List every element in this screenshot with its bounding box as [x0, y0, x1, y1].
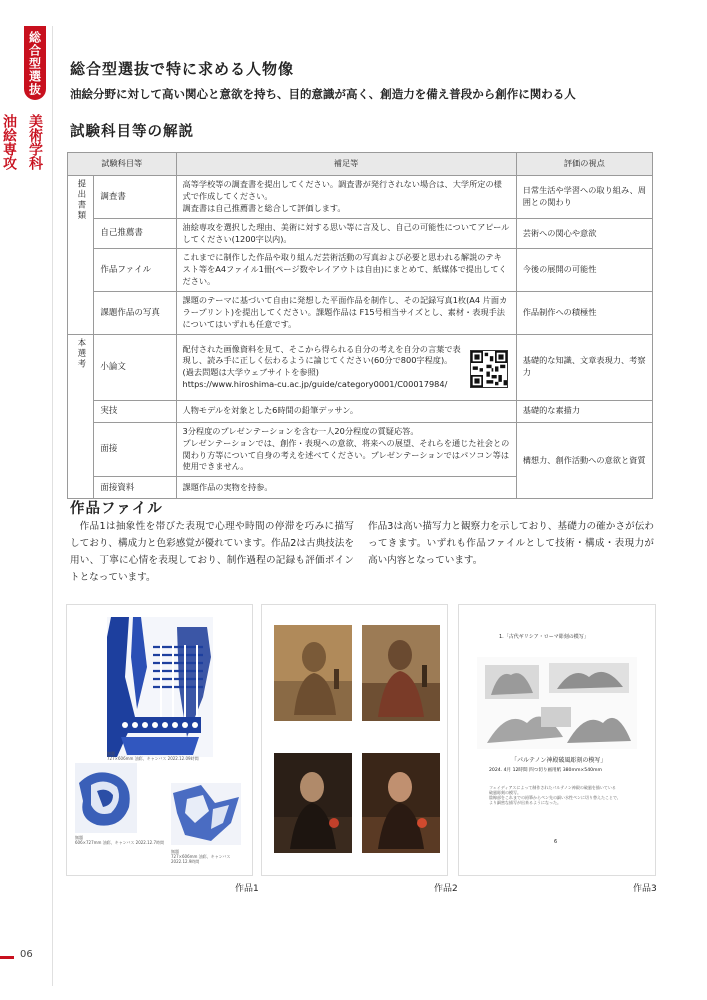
caption-line: 無題 — [75, 835, 83, 840]
work1-caption — [171, 849, 252, 864]
exam-table — [67, 152, 653, 499]
note-line: プレゼンテーションでは、創作・表現への意欲、将来への展望、それらを通じた社会との関わり方等について自身の考えを述べてください。プレゼンテーションではパソコン等は使用できません。 — [182, 437, 510, 472]
header-subject: 試験科目等 — [68, 153, 177, 176]
work1-panel — [66, 604, 253, 876]
work2-panel — [261, 604, 448, 876]
subject-cell: 課題作品の写真 — [94, 292, 176, 335]
table-row — [68, 292, 653, 335]
subject-cell: 小論文 — [94, 334, 176, 400]
department-line: 油絵専攻 — [1, 114, 17, 170]
view-cell: 基礎的な素描力 — [516, 400, 652, 422]
view-cell: 構想力、創作活動への意欲と資質 — [516, 422, 652, 499]
qr-code-icon[interactable] — [470, 350, 508, 388]
work3-meta: 2024. 4月 12時間 四つ切り画用紙 380mm×540mm — [489, 768, 602, 773]
note-line: 3分程度のプレゼンテーションを含む一人20分程度の質疑応答。 — [182, 425, 419, 436]
view-cell: 基礎的な知識、文章表現力、考察力 — [516, 334, 652, 400]
note-cell: 課題作品の実物を持参。 — [176, 477, 516, 499]
work3-page-number: 6 — [554, 839, 558, 845]
caption-line: 無題 — [171, 849, 179, 854]
work3-sculpture-drawing — [477, 657, 637, 749]
group-documents: 提出書類 — [68, 176, 94, 335]
group-main-exam: 本選考 — [68, 334, 94, 499]
portfolio-text-right: 作品3は高い描写力と観察力を示しており、基礎力の確かさが伝わってきます。いずれも作品ファイルとして技術・構成・表現力が高い内容となっています。 — [368, 521, 654, 566]
note-cell: これまでに制作した作品や取り組んだ芸術活動の写真および必要と思われる解説のテキスト等をA4ファイル1冊(ページ数やレイアウトは自由)にまとめて、紙媒体で提出してください。 — [176, 249, 516, 292]
ideal-lead: 油絵分野に対して高い関心と意欲を持ち、目的意識が高く、創造力を備え普段から創作に関わる人 — [70, 87, 576, 101]
note-line: 配付された画像資料を見て、そこから得られる自分の考えを自分の言葉で表現し、読み手に正しく伝わるように論じてください(60分で800字程度)。 — [182, 343, 461, 366]
note-line: フェイディアスによって制作されたパルテノン神殿の破風を描いている — [489, 785, 616, 790]
caption-line: 606×727mm 油彩、キャンバス 2022.12.7時間 — [75, 840, 165, 845]
header-note: 補足等 — [176, 153, 516, 176]
table-row — [68, 176, 653, 219]
subject-cell: 面接 — [94, 422, 176, 477]
caption-line: 727×606mm 油彩、キャンバス 2022.12.09時間 — [107, 756, 199, 761]
view-cell: 今後の展開の可能性 — [516, 249, 652, 292]
note-line: 高等学校等の調査書を提出してください。調査書が発行されない場合は、大学所定の様式で作成してください。 — [182, 179, 502, 201]
work1-drapery-painting — [75, 763, 137, 833]
essay-note — [183, 344, 510, 392]
work1-cloth-painting — [171, 783, 241, 845]
work1-caption — [75, 835, 164, 845]
caption-line: 無題 — [107, 751, 115, 756]
subject-cell: 実技 — [94, 400, 176, 422]
note-cell: 人物モデルを対象とした6時間の鉛筆デッサン。 — [176, 400, 516, 422]
work2-portrait-stage2 — [362, 625, 440, 721]
caption-line: 727×606mm 油彩、キャンバス 2022.12.9時間 — [171, 854, 231, 864]
portfolio-heading: 作品ファイル — [70, 501, 163, 517]
work2-label: 作品2 — [434, 884, 458, 894]
left-divider — [52, 26, 53, 986]
work2-portrait-stage3 — [274, 753, 352, 853]
note-line: 調査書は自己推薦書と総合して評価します。 — [182, 202, 346, 213]
work3-heading: 1.「古代ギリシア・ローマ彫刻の模写」 — [499, 634, 589, 640]
department-line: 美術学科 — [27, 114, 43, 170]
view-cell: 日常生活や学習への取り組み、周囲との関わり — [516, 176, 652, 219]
note-line: (過去問題は大学ウェブサイトを参照) — [182, 367, 319, 378]
view-cell: 芸術への関心や意欲 — [516, 218, 652, 249]
section-tab: 総合型選抜 — [24, 26, 46, 100]
note-line: 陰線部をこれまでの鉛筆からペン先の細い水性ペンに切り替えたことで、 — [489, 795, 621, 800]
subject-cell: 自己推薦書 — [94, 218, 176, 249]
note-cell: 課題のテーマに基づいて自由に発想した平面作品を制作し、その記録写真1枚(A4 片面カラープリント)を提出してください。課題作品は F15号相当サイズとし、素材・表現手法についてはいずれも任意です。 — [176, 292, 516, 335]
table-row — [68, 422, 653, 477]
work1-label: 作品1 — [235, 884, 259, 894]
note-cell — [176, 176, 516, 219]
past-exam-link[interactable]: https://www.hiroshima-cu.ac.jp/guide/category0001/C00017984/ — [182, 379, 448, 390]
page-marker — [0, 956, 14, 959]
subject-cell: 面接資料 — [94, 477, 176, 499]
page-number: 06 — [20, 949, 33, 960]
work3-panel — [458, 604, 656, 876]
work1-caption — [107, 751, 199, 761]
table-header-row — [68, 153, 653, 176]
note-line: より細密な描写が出来るようになった。 — [489, 800, 561, 805]
subject-cell: 作品ファイル — [94, 249, 176, 292]
table-row — [68, 218, 653, 249]
note-cell: 油絵専攻を選択した理由、美術に対する思い等に言及し、自己の可能性についてアピールしてください(1200字以内)。 — [176, 218, 516, 249]
work3-notes — [489, 785, 621, 805]
work1-abstract-painting — [107, 617, 213, 757]
header-view: 評価の視点 — [516, 153, 652, 176]
table-row — [68, 400, 653, 422]
table-row — [68, 334, 653, 400]
work2-portrait-stage1 — [274, 625, 352, 721]
note-cell — [176, 422, 516, 477]
department-label — [1, 114, 48, 170]
note-cell — [176, 334, 516, 400]
subject-cell: 調査書 — [94, 176, 176, 219]
work3-label: 作品3 — [633, 884, 657, 894]
portfolio-text-left: 作品1は抽象性を帯びた表現で心理や時間の停滞を巧みに描写しており、構成力と色彩感覚が優れています。作品2は古典技法を用い、丁寧に心情を表現しており、制作過程の記録も評価ポイントとなっています。 — [70, 521, 354, 583]
work3-title: 「パルテノン神殿破風彫刻の模写」 — [511, 757, 607, 764]
work2-portrait-final — [362, 753, 440, 853]
exam-heading: 試験科目等の解説 — [70, 124, 194, 140]
note-line: 破風彫刻の模写。 — [489, 790, 521, 795]
view-cell: 作品制作への積極性 — [516, 292, 652, 335]
table-row — [68, 249, 653, 292]
ideal-heading: 総合型選抜で特に求める人物像 — [70, 60, 295, 78]
